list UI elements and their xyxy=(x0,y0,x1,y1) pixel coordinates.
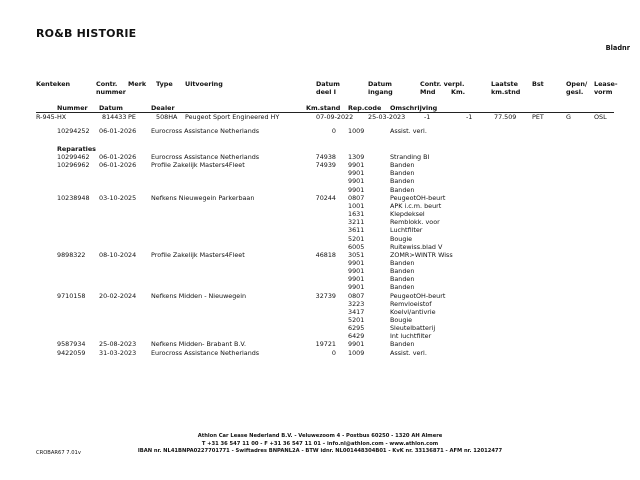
repair-description: Luchtfilter xyxy=(390,226,423,235)
header-datum-ingang: Datum ingang xyxy=(368,80,393,96)
repair-description: Klepdeksel xyxy=(390,210,425,219)
repair-description: APK i.c.m. beurt xyxy=(390,201,442,210)
entry-km: 74939 xyxy=(315,161,336,170)
repair-code: 9901 xyxy=(348,267,365,276)
repair-description: PeugeotOH-beurt xyxy=(390,193,446,202)
entry-nummer: 9898322 xyxy=(57,250,86,259)
page-number-label: Bladnr xyxy=(605,44,630,52)
header-type: Type xyxy=(156,80,173,88)
footer xyxy=(0,433,640,456)
header-contr-nummer: Contr. nummer xyxy=(96,80,126,96)
vehicle-type: 508HA xyxy=(156,113,178,121)
subheader-datum: Datum xyxy=(99,104,123,112)
vehicle-contr-nummer: 814433 xyxy=(102,113,127,121)
repair-line xyxy=(0,308,640,316)
repair-code: 9901 xyxy=(348,340,365,349)
footer-bank: IBAN nr. NL41BNPA0227701771 - Swiftadres BNPANL2A - BTW idnr. NL001448304B01 - KvK nr. 33136871 - AFM nr. 12012477 xyxy=(137,448,503,454)
entry-dealer: Nefkens Nieuwegein Parkerbaan xyxy=(151,193,255,202)
repair-description: Assist. verl. xyxy=(390,348,427,357)
repair-code: 9901 xyxy=(348,169,365,178)
entry-km: 0 xyxy=(331,348,336,357)
subheader-omschrijving: Omschrijving xyxy=(390,104,438,112)
repair-description: Sleutelbatterij xyxy=(390,324,436,333)
entry-omschrijving: Assist. verl. xyxy=(390,127,427,135)
header-lease-vorm: Lease- vorm xyxy=(594,80,618,96)
repair-line xyxy=(0,251,640,259)
entry-nummer: 10294252 xyxy=(57,127,90,135)
vehicle-merk: PE xyxy=(128,113,136,121)
entry-km: 0 xyxy=(331,127,336,135)
repair-line xyxy=(0,300,640,308)
repair-code: 9901 xyxy=(348,177,365,186)
repair-line xyxy=(0,226,640,234)
footer-contact: T +31 36 547 11 00 - F +31 36 547 11 01 – info.nl@athlon.com - www.athlon.com xyxy=(201,440,439,447)
subheader-dealer: Dealer xyxy=(151,104,175,112)
header-datum-deel: Datum deel I xyxy=(316,80,340,96)
reparaties-label: Reparaties xyxy=(57,145,96,153)
subheader-nummer: Nummer xyxy=(57,104,88,112)
repair-code: 3211 xyxy=(348,218,365,227)
entry-dealer: Eurocross Assistance Netherlands xyxy=(151,153,260,161)
repair-code: 1309 xyxy=(348,153,365,161)
repair-description: Remblokk. voor xyxy=(390,218,440,227)
header-laatste-km: Laatste km.stnd xyxy=(491,80,521,96)
repair-line xyxy=(0,235,640,243)
entry-km: 70244 xyxy=(315,193,336,202)
repair-description: Banden xyxy=(390,283,415,292)
entry-datum: 31-03-2023 xyxy=(99,348,137,357)
footer-address: Athlon Car Lease Nederland B.V. - Veluwezoom 4 - Postbus 60250 - 1320 AH Almere xyxy=(197,433,443,439)
repair-line xyxy=(0,218,640,226)
repair-code: 9901 xyxy=(348,161,365,170)
repair-description: Banden xyxy=(390,340,415,349)
vehicle-kenteken: R-945-HX xyxy=(36,113,67,121)
vehicle-km: -1 xyxy=(466,113,473,121)
repair-code: 3417 xyxy=(348,307,365,316)
entry-dealer: Profile Zakelijk Masters4Fleet xyxy=(151,250,245,259)
entry-datum: 25-08-2023 xyxy=(99,340,137,349)
repair-code: 9901 xyxy=(348,185,365,194)
repair-code: 6295 xyxy=(348,324,365,333)
header-uitvoering: Uitvoering xyxy=(185,80,223,88)
vehicle-laatste-km: 77.509 xyxy=(494,113,517,121)
repair-code: 9901 xyxy=(348,275,365,284)
repair-line xyxy=(0,275,640,283)
repair-line xyxy=(0,259,640,267)
repair-code: 1009 xyxy=(348,348,365,357)
repair-description: Banden xyxy=(390,267,415,276)
repair-line xyxy=(0,324,640,332)
vehicle-uitvoering: Peugeot Sport Engineered HY xyxy=(185,113,280,121)
entry-datum: 03-10-2025 xyxy=(99,193,137,202)
entry-nummer: 10299462 xyxy=(57,153,90,161)
repair-description: ZOMR>WINTR Wiss xyxy=(390,250,453,259)
repair-line xyxy=(0,349,640,357)
page-title: RO&B HISTORIE xyxy=(36,27,137,40)
repair-code: 3611 xyxy=(348,226,365,235)
entry-datum: 08-10-2024 xyxy=(99,250,137,259)
repair-code: 5201 xyxy=(348,316,365,324)
repair-line xyxy=(0,292,640,300)
entry-datum: 06-01-2026 xyxy=(99,153,137,161)
repair-line xyxy=(0,177,640,185)
repair-line xyxy=(0,202,640,210)
entry-dealer: Nefkens Midden - Nieuwegein xyxy=(151,291,247,300)
entry-km: 32739 xyxy=(315,291,336,300)
vehicle-mnd: -1 xyxy=(424,113,431,121)
repair-code: 0807 xyxy=(348,193,365,202)
entry-dealer: Profile Zakelijk Masters4Fleet xyxy=(151,161,245,170)
repair-code: 1001 xyxy=(348,201,365,210)
header-contr-verpl: Contr. verpl. Mnd Km. xyxy=(420,80,466,96)
repair-description: Int luchtfilter xyxy=(390,332,432,341)
repair-code: 0807 xyxy=(348,291,365,300)
form-code: CROBAR67 7.01v xyxy=(36,450,81,456)
vehicle-open-gesl: G xyxy=(566,113,571,121)
repair-line xyxy=(0,332,640,340)
repair-line xyxy=(0,186,640,194)
vehicle-bst: PET xyxy=(532,113,544,121)
entry-datum: 06-01-2026 xyxy=(99,161,137,170)
header-bst: Bst xyxy=(532,80,544,88)
entry-nummer: 9422059 xyxy=(57,348,86,357)
table-row xyxy=(0,127,640,135)
repair-line xyxy=(0,340,640,348)
repair-description: Banden xyxy=(390,161,415,170)
entry-km: 19721 xyxy=(315,340,336,349)
repair-description: Banden xyxy=(390,275,415,284)
entry-nummer: 9587934 xyxy=(57,340,86,349)
repair-description: Ruitewiss.blad V xyxy=(390,242,443,251)
repair-code: 1631 xyxy=(348,210,365,219)
entry-km: 46818 xyxy=(315,250,336,259)
entry-km: 74938 xyxy=(315,153,336,161)
repair-code: 9901 xyxy=(348,258,365,267)
entry-code: 1009 xyxy=(348,127,365,135)
vehicle-lease-vorm: OSL xyxy=(594,113,607,121)
repair-description: Banden xyxy=(390,169,415,178)
repair-line xyxy=(0,153,640,161)
repair-code: 6429 xyxy=(348,332,365,341)
subheader-repcode: Rep.code xyxy=(348,104,382,112)
entry-datum: 20-02-2024 xyxy=(99,291,137,300)
repair-description: Banden xyxy=(390,177,415,186)
repair-line xyxy=(0,161,640,169)
entry-dealer: Eurocross Assistance Netherlands xyxy=(151,348,260,357)
entry-datum: 06-01-2026 xyxy=(99,127,137,135)
vehicle-datum-deel: 07-09-2022 xyxy=(316,113,354,121)
repair-description: Remvloeistof xyxy=(390,299,432,308)
vehicle-datum-ingang: 25-03-2023 xyxy=(368,113,406,121)
repair-code: 3223 xyxy=(348,299,365,308)
header-merk: Merk xyxy=(128,80,147,88)
repair-line xyxy=(0,316,640,324)
entry-nummer: 9710158 xyxy=(57,291,86,300)
repair-description: Koelvl/antivrie xyxy=(390,307,436,316)
repair-code: 5201 xyxy=(348,234,365,243)
repair-description: Bougie xyxy=(390,316,413,324)
subheader-kmstand: Km.stand xyxy=(306,104,341,112)
repair-description: Banden xyxy=(390,185,415,194)
repair-code: 6005 xyxy=(348,242,365,251)
repair-line xyxy=(0,243,640,251)
vehicle-row xyxy=(0,113,640,121)
entry-nummer: 10296962 xyxy=(57,161,90,170)
entry-dealer: Nefkens Midden- Brabant B.V. xyxy=(151,340,246,349)
repair-code: 3051 xyxy=(348,250,365,259)
repair-description: PeugeotOH-beurt xyxy=(390,291,446,300)
repair-line xyxy=(0,210,640,218)
header-open-gesl: Open/ gesl. xyxy=(566,80,588,96)
repair-line xyxy=(0,194,640,202)
header-kenteken: Kenteken xyxy=(36,80,71,88)
entry-dealer: Eurocross Assistance Netherlands xyxy=(151,127,260,135)
repair-code: 9901 xyxy=(348,283,365,292)
repair-line xyxy=(0,169,640,177)
repair-description: Stranding BI xyxy=(390,153,430,161)
repair-line xyxy=(0,283,640,291)
repair-description: Bougie xyxy=(390,234,413,243)
repair-description: Banden xyxy=(390,258,415,267)
repair-line xyxy=(0,267,640,275)
entry-nummer: 10238948 xyxy=(57,193,90,202)
